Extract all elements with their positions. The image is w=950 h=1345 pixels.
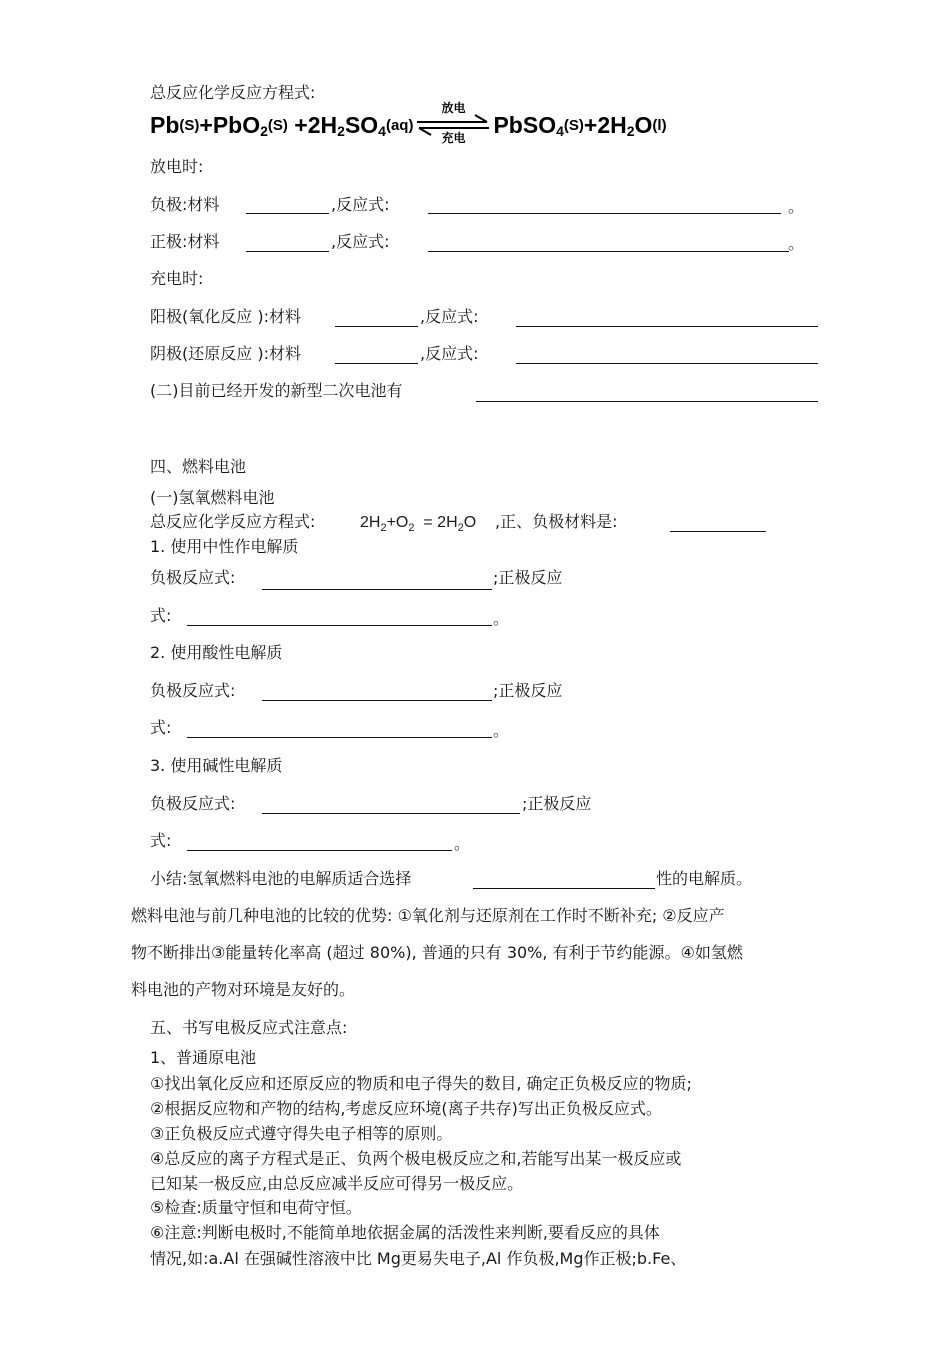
acidic-negative-label: 负极反应式:: [150, 681, 236, 700]
cathode-material-blank[interactable]: [335, 363, 418, 364]
summary-suffix: 性的电解质。: [656, 869, 753, 888]
neutral-negative-label: 负极反应式:: [150, 568, 236, 587]
acidic-positive-label-cont: 式:: [150, 718, 172, 737]
anode-material-blank[interactable]: [335, 326, 418, 327]
alkaline-negative-label: 负极反应式:: [150, 794, 236, 813]
neutral-positive-label-cont: 式:: [150, 606, 172, 625]
cathode-reaction-blank[interactable]: [516, 363, 818, 364]
lead-acid-equation: $Pb(S)+PbO_2(S) +2H_2SO_4(aq)$ 放电 充电 $PbSO_4(S)+2H_2O(l)$: [150, 101, 667, 145]
advantages-line-1: 燃料电池与前几种电池的比较的优势: ①氧化剂与还原剂在工作时不断补充; ②反应产: [131, 906, 725, 925]
summary-blank[interactable]: [473, 888, 655, 889]
anode-reaction-label: ,反应式:: [420, 307, 479, 326]
alkaline-positive-blank[interactable]: [187, 850, 452, 851]
new-battery-blank[interactable]: [476, 401, 818, 402]
note-line-1: ①找出氧化反应和还原反应的物质和电子得失的数目, 确定正负极反应的物质;: [150, 1074, 692, 1093]
advantages-line-2: 物不断排出③能量转化率高 (超过 80%), 普通的只有 30%, 有利于节约能源。④如氢燃: [131, 943, 743, 962]
neutral-positive-blank[interactable]: [187, 625, 492, 626]
negative-reaction-label: ,反应式:: [331, 195, 390, 214]
reversible-arrow-icon: [415, 101, 491, 145]
acidic-end-mark: 。: [493, 721, 510, 740]
positive-material-label: 正极:材料: [150, 232, 220, 251]
note-line-8: 情况,如:a.Al 在强碱性溶液中比 Mg更易失电子,Al 作负极,Mg作正极;b.Fe、: [150, 1249, 687, 1268]
alkaline-end-mark: 。: [454, 834, 471, 853]
positive-reaction-label: ,反应式:: [331, 232, 390, 251]
alkaline-positive-label-cont: 式:: [150, 831, 172, 850]
acidic-positive-blank[interactable]: [187, 737, 492, 738]
charge-label: 充电: [441, 131, 466, 145]
fuel-cell-materials-label: ,正、负极材料是:: [495, 512, 618, 531]
positive-end-mark: 。: [788, 234, 805, 253]
note-line-5: 已知某一极反应,由总反应减半反应可得另一极反应。: [150, 1174, 524, 1193]
neutral-negative-blank[interactable]: [262, 589, 492, 590]
fuel-cell-total-label: 总反应化学反应方程式:: [150, 512, 316, 531]
fuel-cell-subheading: (一)氢氧燃料电池: [150, 488, 275, 507]
acidic-negative-blank[interactable]: [262, 700, 492, 701]
new-battery-label: (二)目前已经开发的新型二次电池有: [150, 381, 403, 400]
anode-reaction-blank[interactable]: [516, 326, 818, 327]
fuel-cell-equation: $2H_2+O_2 = 2H_2O$: [360, 514, 477, 535]
positive-material-blank[interactable]: [246, 251, 329, 252]
note-line-4: ④总反应的离子方程式是正、负两个极电极反应之和,若能写出某一极反应或: [150, 1149, 682, 1168]
notes-heading: 五、书写电极反应式注意点:: [150, 1018, 348, 1037]
negative-material-blank[interactable]: [246, 213, 329, 214]
note-line-7: ⑥注意:判断电极时,不能简单地依据金属的活泼性来判断,要看反应的具体: [150, 1223, 660, 1242]
note-line-6: ⑤检查:质量守恒和电荷守恒。: [150, 1198, 362, 1217]
neutral-end-mark: 。: [493, 609, 510, 628]
note-line-3: ③正负极反应式遵守得失电子相等的原则。: [150, 1124, 453, 1143]
positive-reaction-blank[interactable]: [428, 251, 789, 252]
summary-prefix: 小结:氢氧燃料电池的电解质适合选择: [150, 869, 412, 888]
acidic-electrolyte-title: 2. 使用酸性电解质: [150, 643, 283, 662]
neutral-electrolyte-title: 1. 使用中性作电解质: [150, 537, 299, 556]
note-line-2: ②根据反应物和产物的结构,考虑反应环境(离子共存)写出正负极反应式。: [150, 1099, 662, 1118]
advantages-line-3: 料电池的产物对环境是友好的。: [131, 980, 356, 999]
lead-acid-total-label: 总反应化学反应方程式:: [150, 83, 316, 102]
cathode-reaction-label: ,反应式:: [420, 344, 479, 363]
discharge-title: 放电时:: [150, 157, 204, 176]
anode-material-label: 阳极(氧化反应 ):材料: [150, 307, 301, 326]
alkaline-positive-label: ;正极反应: [522, 794, 592, 813]
fuel-cell-heading: 四、燃料电池: [150, 457, 247, 476]
alkaline-negative-blank[interactable]: [262, 813, 520, 814]
discharge-label: 放电: [441, 101, 466, 115]
negative-reaction-blank[interactable]: [428, 213, 781, 214]
fuel-cell-materials-blank[interactable]: [670, 531, 766, 532]
charge-title: 充电时:: [150, 269, 204, 288]
alkaline-electrolyte-title: 3. 使用碱性电解质: [150, 756, 283, 775]
cathode-material-label: 阴极(还原反应 ):材料: [150, 344, 301, 363]
neutral-positive-label: ;正极反应: [493, 568, 563, 587]
negative-end-mark: 。: [788, 197, 805, 216]
notes-subheading: 1、普通原电池: [150, 1048, 257, 1067]
negative-material-label: 负极:材料: [150, 195, 220, 214]
acidic-positive-label: ;正极反应: [493, 681, 563, 700]
